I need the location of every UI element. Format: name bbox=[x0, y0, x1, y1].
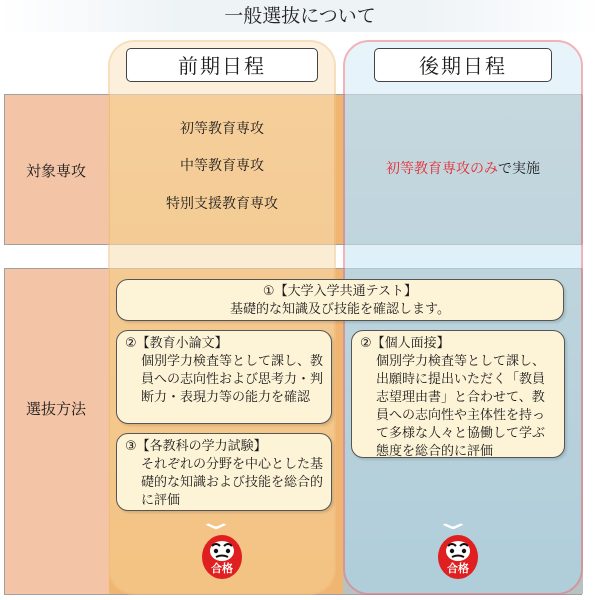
subject-exam-body: それぞれの分野を中心とした基礎的な知識および技能を総合的に評価 bbox=[141, 457, 324, 508]
essay-box bbox=[116, 330, 332, 424]
common-test-box bbox=[116, 279, 564, 321]
interview-body: 個別学力検査等として課し、出願時に提出いただく「教員志望理由書」と合わせて、教員への志向性や主体性を持って多様な人々と協働して学ぶ態度を総合的に評価 bbox=[376, 354, 546, 459]
pass-label: 合格 bbox=[211, 562, 233, 575]
late-schedule-header: 後期日程 bbox=[374, 48, 552, 82]
method-row-label: 選抜方法 bbox=[25, 400, 86, 418]
early-target-item: 初等教育専攻 bbox=[180, 121, 264, 137]
late-target bbox=[343, 158, 583, 178]
common-test-heading: ①【大学入学共通テスト】 bbox=[262, 284, 418, 299]
early-target-item: 特別支援教育専攻 bbox=[166, 196, 278, 212]
essay-heading: ②【教育小論文】 bbox=[125, 336, 228, 351]
interview-heading: ②【個人面接】 bbox=[360, 336, 450, 351]
pass-label: 合格 bbox=[447, 562, 469, 575]
early-schedule-header: 前期日程 bbox=[126, 48, 318, 82]
target-row-label: 対象専攻 bbox=[25, 162, 86, 180]
interview-box bbox=[351, 330, 565, 458]
common-test-body: 基礎的な知識及び技能を確認します。 bbox=[230, 302, 450, 317]
late-target-rest: で実施 bbox=[498, 161, 540, 177]
daruma-pass-icon bbox=[200, 530, 244, 580]
essay-body: 個別学力検査等として課し、教員への志向性および思考力・判断力・表現力等の能力を確認 bbox=[141, 354, 324, 405]
daruma-pass-icon bbox=[436, 530, 480, 580]
subject-exam-heading: ③【各教科の学力試験】 bbox=[125, 439, 267, 454]
early-target-item: 中等教育専攻 bbox=[180, 158, 264, 174]
late-target-highlight: 初等教育専攻のみ bbox=[386, 161, 498, 177]
subject-exam-box bbox=[116, 433, 332, 511]
chevron-down-icon: ⌄ bbox=[432, 510, 474, 535]
page-title: 一般選抜について bbox=[0, 0, 600, 32]
chevron-down-icon: ⌄ bbox=[195, 510, 237, 535]
